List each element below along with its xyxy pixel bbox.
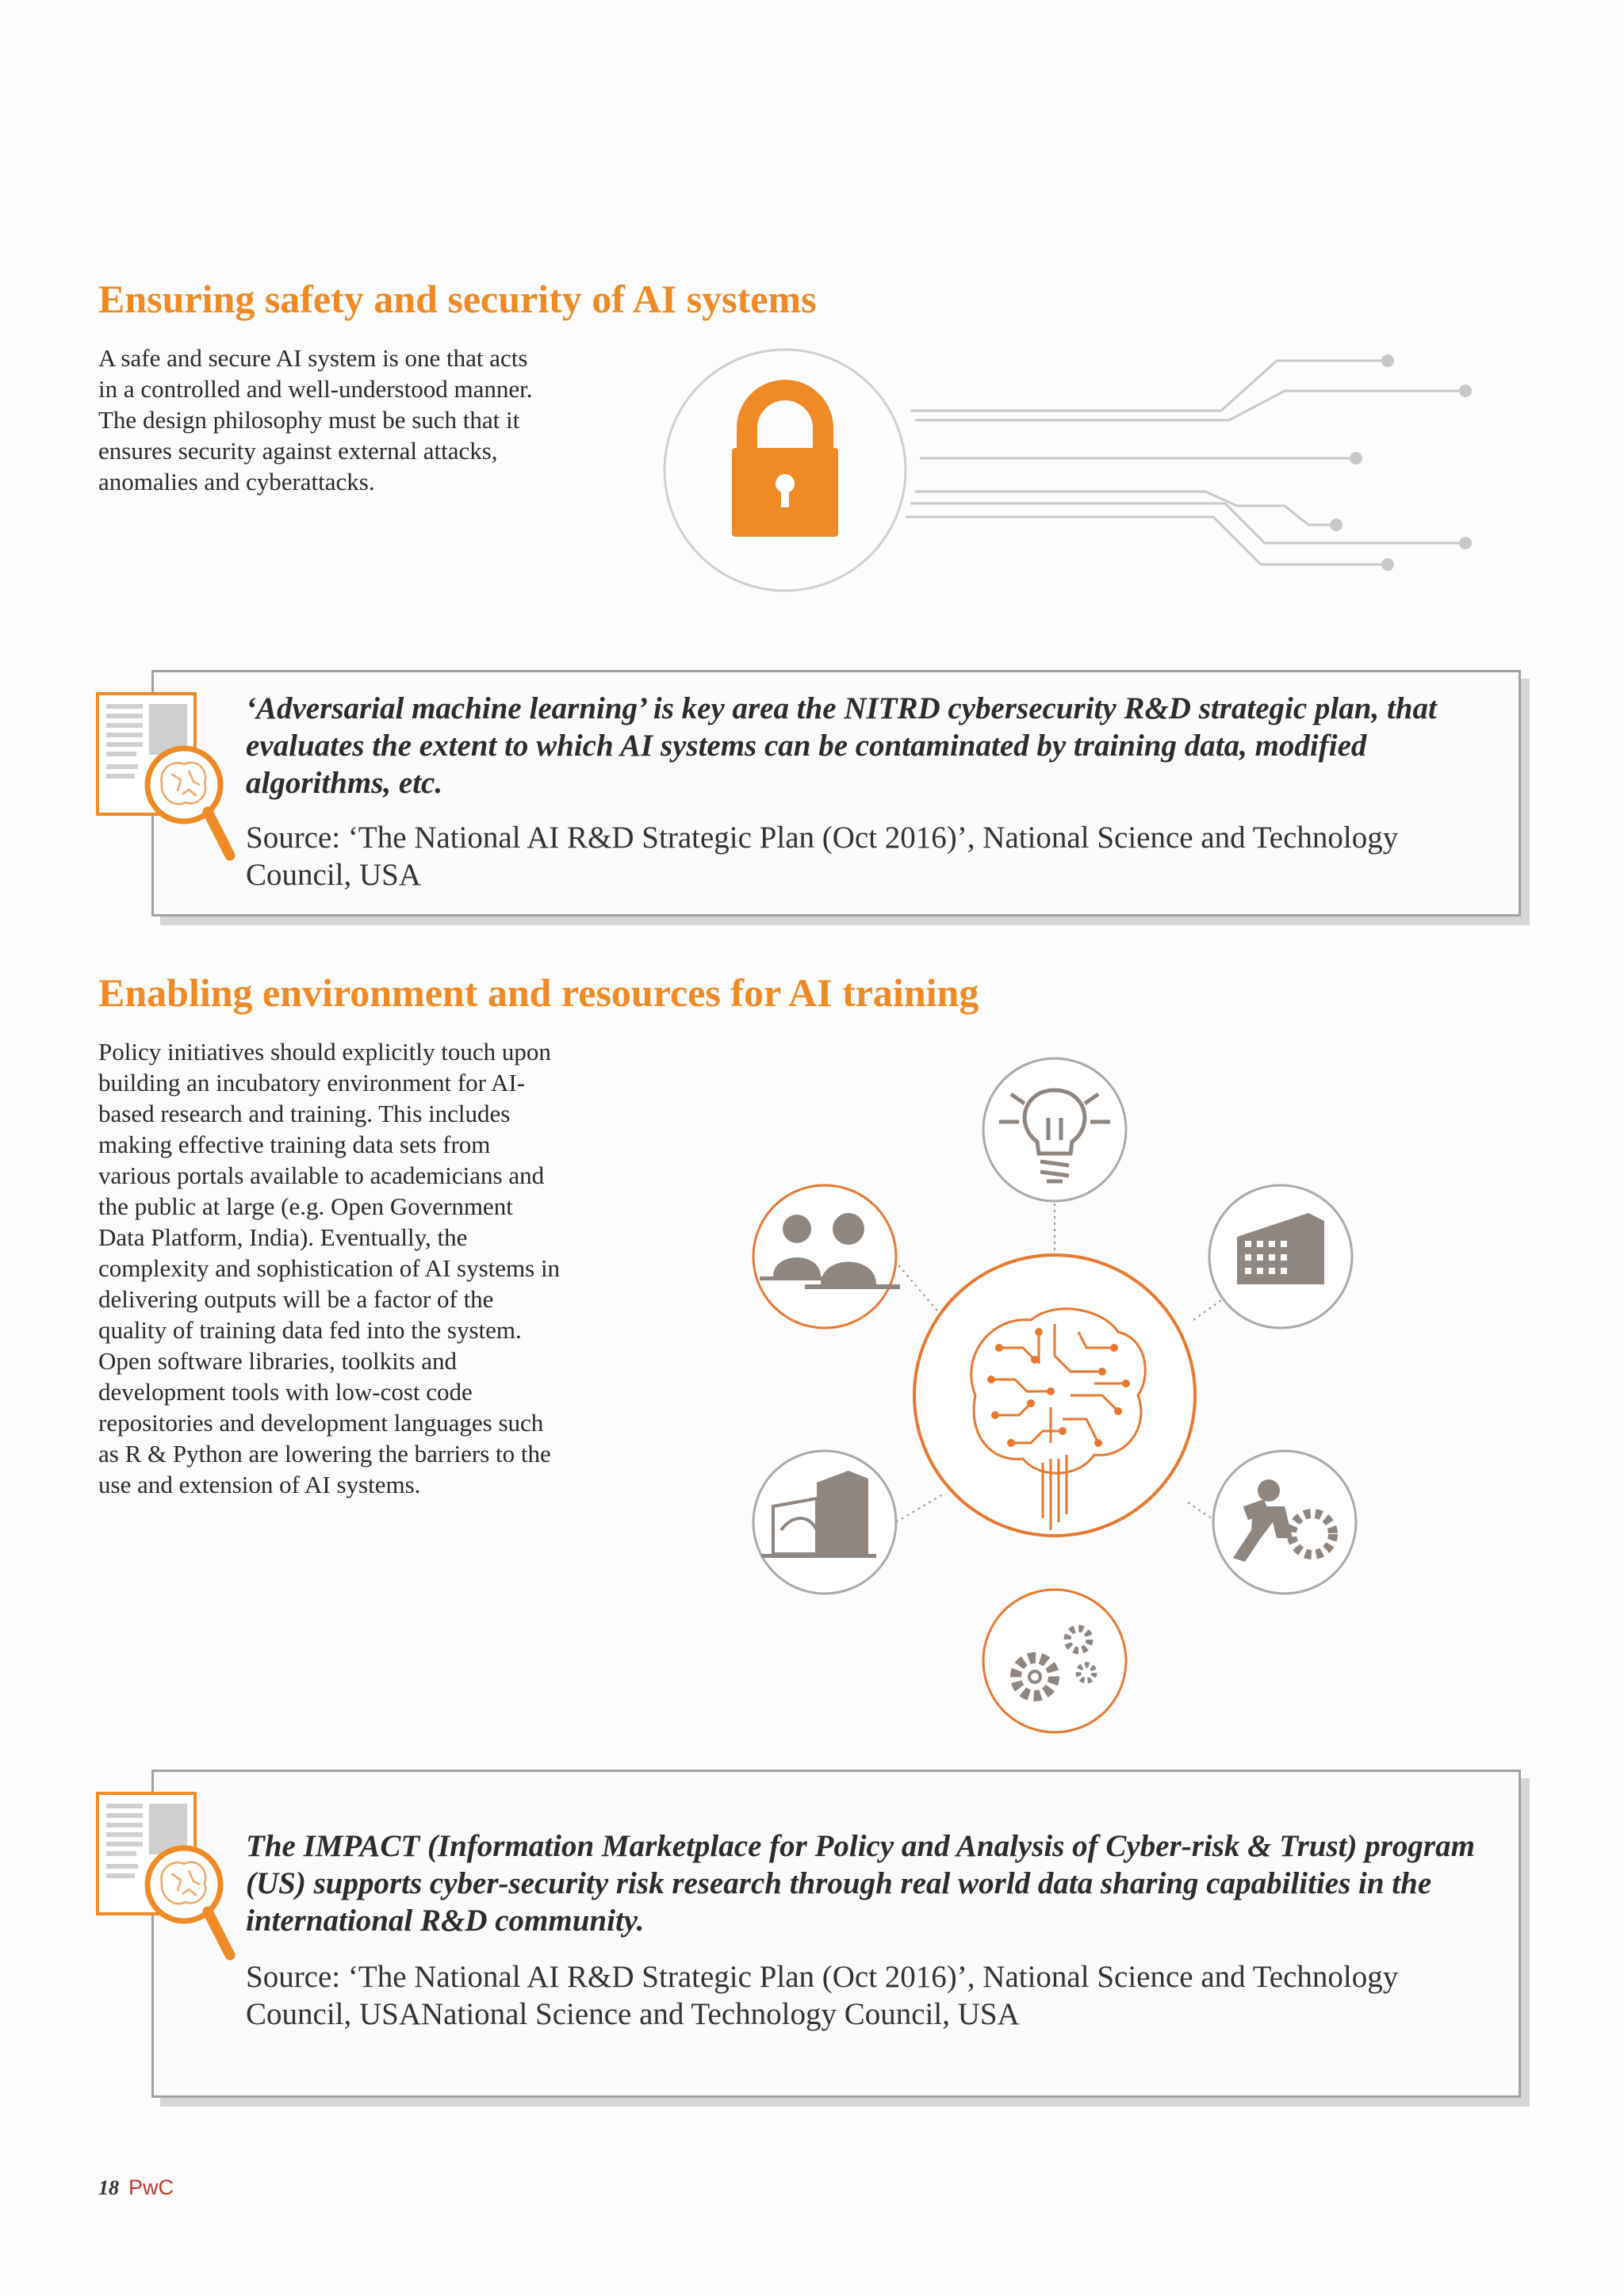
callout-source-2: Source: ‘The National AI R&D Strategic Plan (Oct 2016)’, National Science and Technology Council, USANational Science and Technology Council, USA — [246, 1960, 1399, 2031]
lock-circuit-illustration — [658, 341, 1491, 603]
callout-quote-1: ‘Adversarial machine learning’ is key area the NITRD cybersecurity R&D strategic plan, that evaluates the extent to which AI systems can be contaminated by training data, modified algorithms, etc. — [246, 691, 1437, 800]
section-body-environment: Policy initiatives should explicitly touch upon building an incubatory environment for AI-based research and training. This includes making effective training data sets from various portals available to academicians and the public at large (e.g. Open Government Data Platform, India). Eventually, the complexity and sophistication of AI systems in delivering outputs will be a factor of the quality of training data fed into the system. Open software libraries, toolkits and development tools with low-cost code repositories and development languages such as R & Python are lowering the barriers to the use and extension of AI systems. — [98, 1038, 561, 1498]
section-heading-safety: Ensuring safety and security of AI systems — [98, 277, 817, 321]
brand-name: PwC — [128, 2175, 174, 2199]
document-brain-magnifier-icon — [95, 691, 242, 866]
page-number: 18 — [98, 2176, 119, 2199]
section-heading-environment: Enabling environment and resources for AI training — [98, 970, 979, 1015]
page-footer — [98, 2175, 174, 2200]
callout-source-1: Source: ‘The National AI R&D Strategic Plan (Oct 2016)’, National Science and Technology Council, USA — [246, 821, 1399, 892]
callout-quote-2: The IMPACT (Information Marketplace for Policy and Analysis of Cyber-risk & Trust) program (US) supports cyber-security risk research through real world data sharing capabilities in the international R&D community. — [246, 1829, 1475, 1938]
ai-ecosystem-diagram — [737, 1047, 1372, 1744]
section-body-safety: A safe and secure AI system is one that acts in a controlled and well-understood manner. The design philosophy must be such that it ensures security against external attacks, anomalies and cyberattacks. — [98, 344, 533, 496]
document-brain-magnifier-icon — [95, 1791, 242, 1965]
circuit-lines — [906, 361, 1465, 564]
